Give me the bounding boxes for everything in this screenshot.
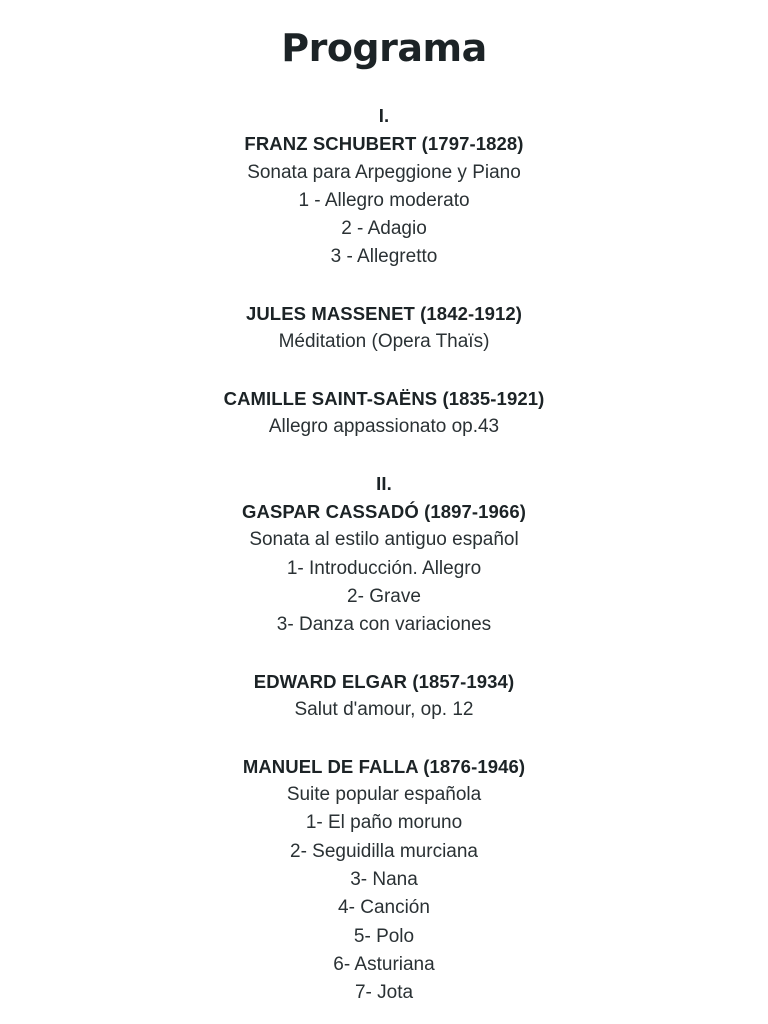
spacer	[0, 442, 768, 470]
movement-item: 3 - Allegretto	[330, 246, 438, 268]
movement-item: 3- Nana	[350, 869, 418, 891]
composer-heading: CAMILLE SAINT-SAËNS (1835-1921)	[223, 387, 545, 409]
section-heading-part-2: II.	[376, 472, 392, 494]
movement-item: 1- El paño moruno	[305, 812, 463, 834]
movement-item: 1 - Allegro moderato	[298, 189, 470, 211]
movement-item: 2- Seguidilla murciana	[290, 840, 478, 862]
movement-item: 5- Polo	[353, 925, 415, 947]
page-title: Programa	[281, 26, 487, 70]
spacer	[0, 357, 768, 385]
movement-item: 3- Danza con variaciones	[276, 614, 492, 636]
movement-item: 6- Asturiana	[333, 953, 435, 975]
movement-item: 1- Introducción. Allegro	[286, 557, 482, 579]
work-title: Sonata para Arpeggione y Piano	[247, 161, 521, 183]
movement-item: 4- Canción	[338, 897, 430, 919]
composer-heading: JULES MASSENET (1842-1912)	[245, 303, 523, 325]
program-list	[0, 102, 768, 1008]
work-title: Salut d'amour, op. 12	[294, 699, 474, 721]
section-heading-part-1: I.	[378, 105, 390, 126]
movement-item: 7- Jota	[354, 982, 414, 1004]
composer-heading: GASPAR CASSADÓ (1897-1966)	[242, 501, 526, 523]
composer-heading: FRANZ SCHUBERT (1797-1828)	[244, 133, 524, 155]
work-title: Allegro appassionato op.43	[268, 416, 500, 438]
work-title: Sonata al estilo antiguo español	[249, 529, 519, 551]
spacer	[0, 640, 768, 668]
movement-item: 2- Grave	[347, 586, 421, 608]
composer-heading: MANUEL DE FALLA (1876-1946)	[242, 755, 526, 777]
spacer	[0, 272, 768, 300]
spacer	[0, 725, 768, 753]
composer-heading: EDWARD ELGAR (1857-1934)	[253, 670, 515, 692]
work-title: Suite popular española	[286, 784, 482, 806]
movement-item: 2 - Adagio	[341, 218, 427, 240]
work-title: Méditation (Opera Thaïs)	[278, 331, 490, 353]
